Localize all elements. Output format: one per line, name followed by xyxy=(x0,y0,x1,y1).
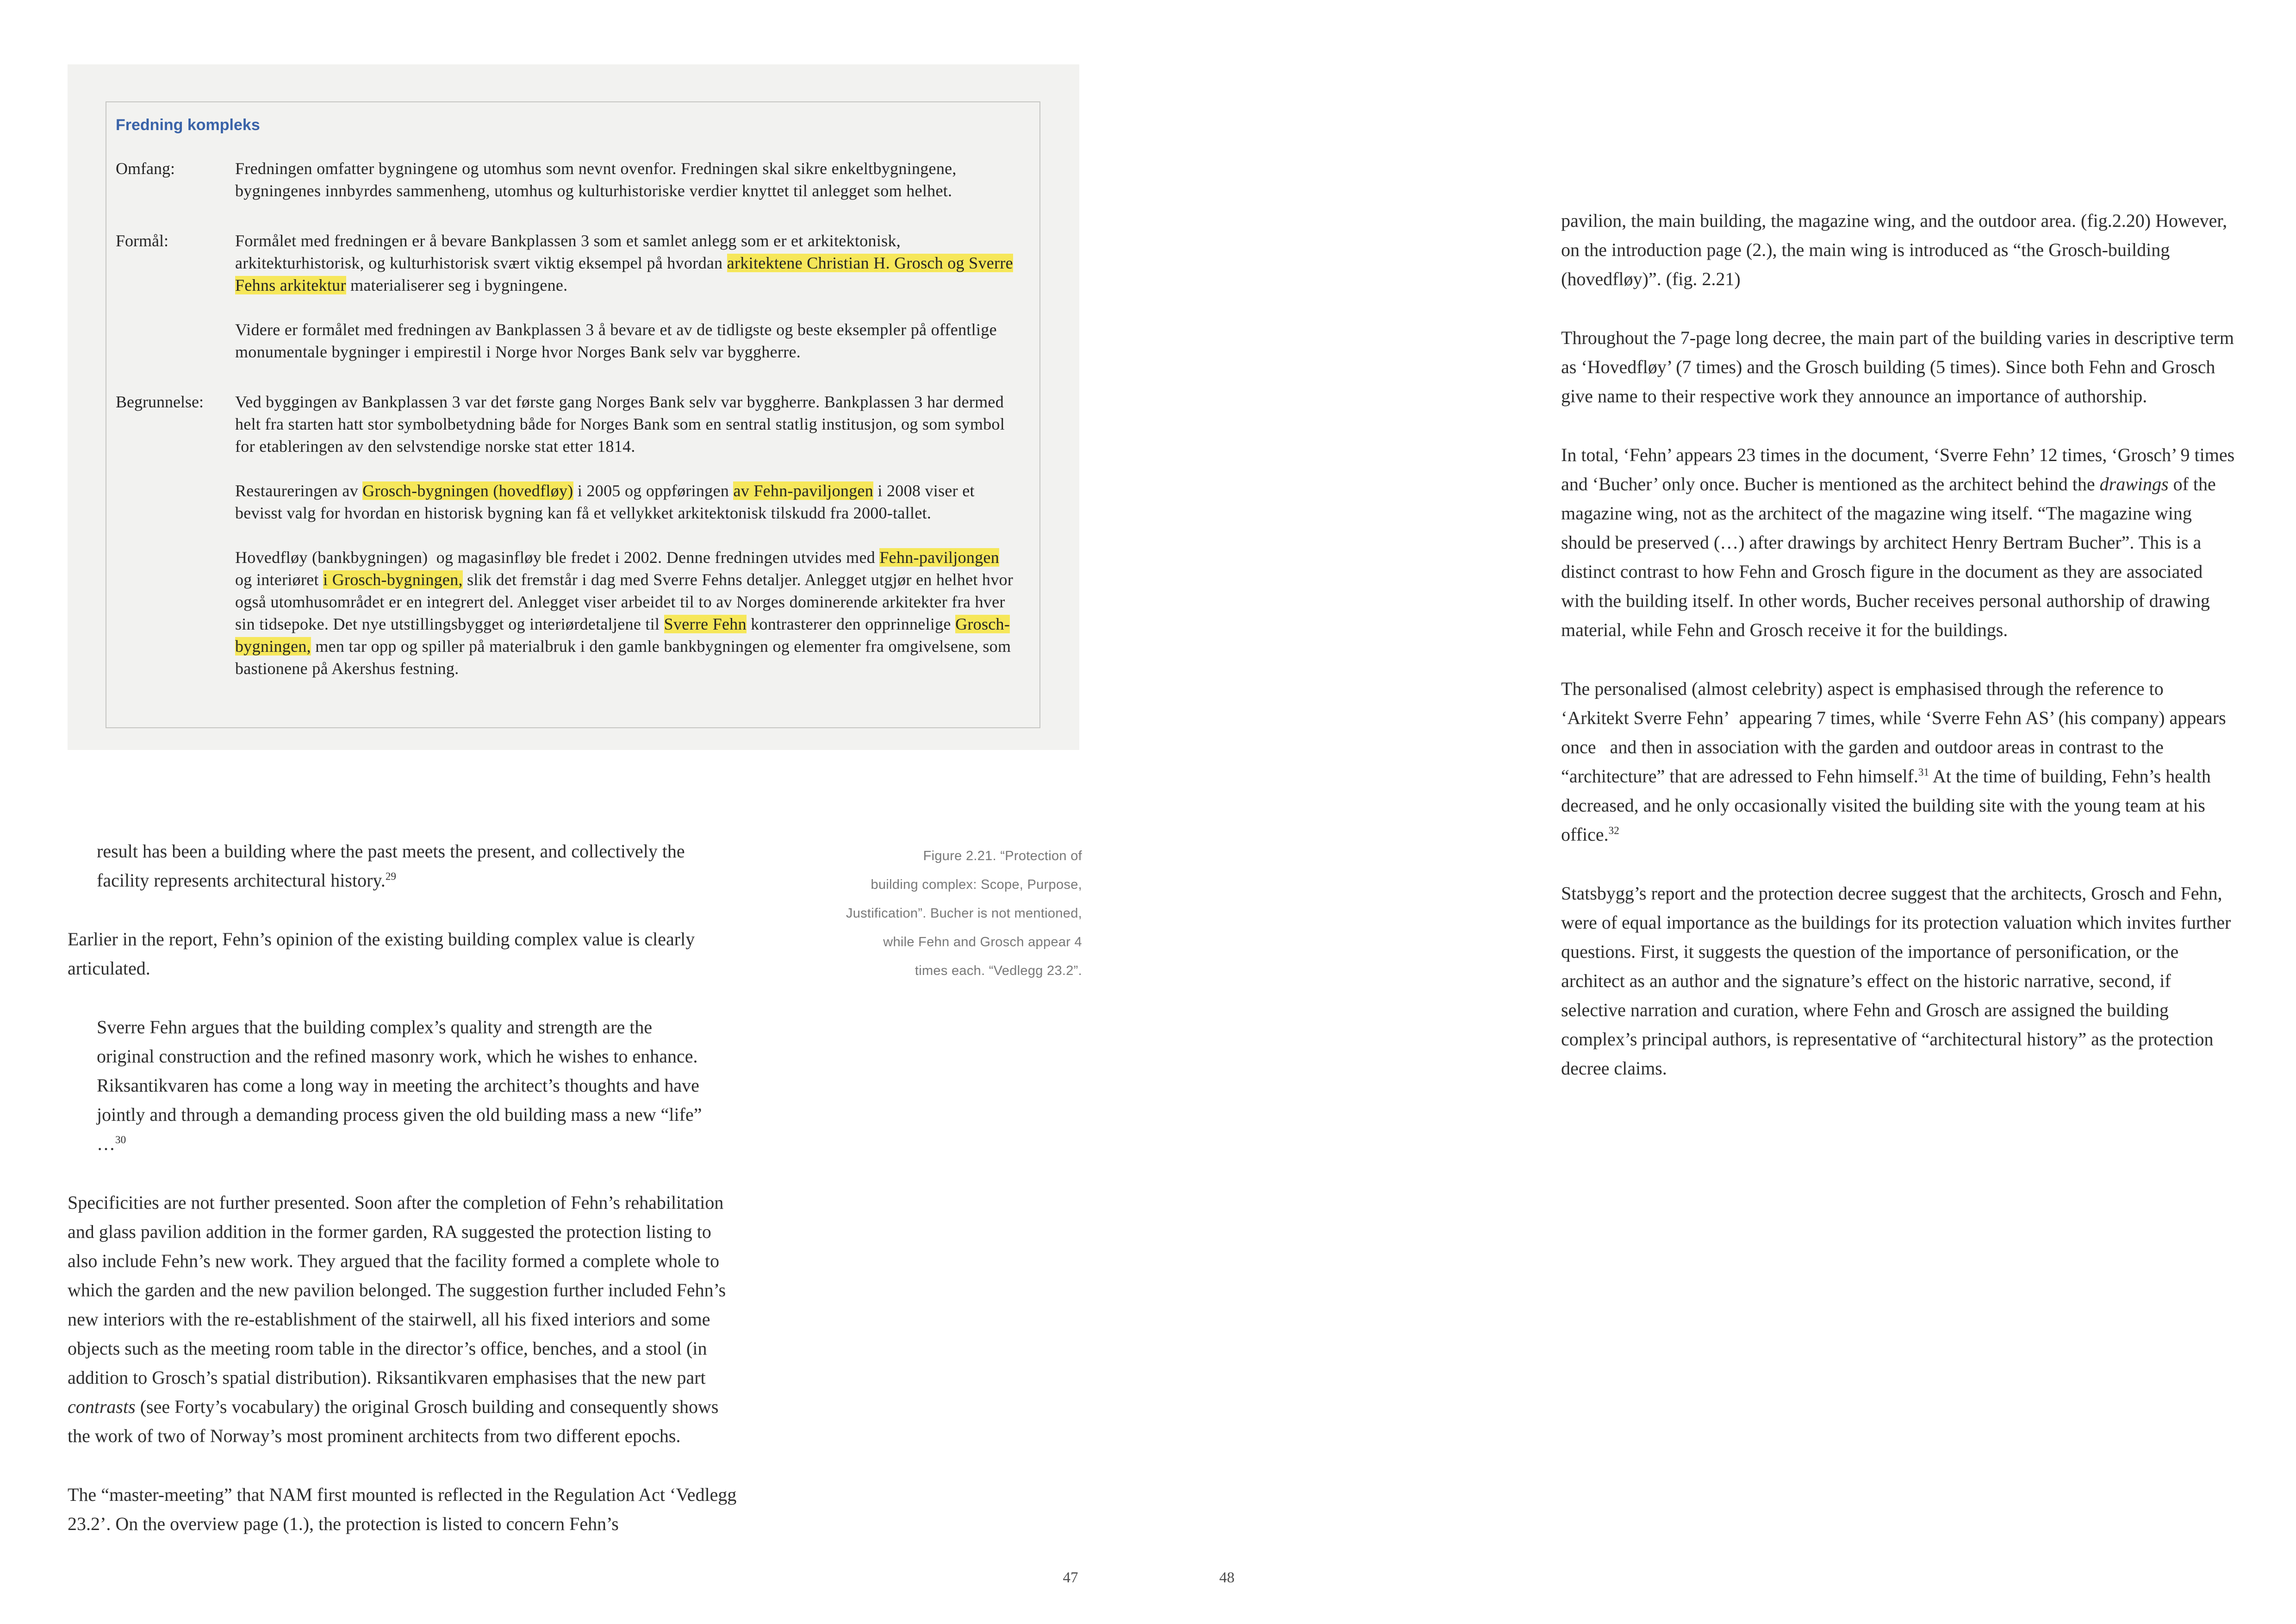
paragraph xyxy=(235,480,1015,524)
page-number-left: 47 xyxy=(1063,1569,1078,1586)
decree-row-text xyxy=(235,391,1015,680)
paragraph xyxy=(1561,206,2235,294)
right-text-column xyxy=(1561,206,2235,1083)
footnote-reference: 31 xyxy=(1918,766,1929,779)
figure-caption-line: times each. “Vedlegg 23.2”. xyxy=(915,963,1082,978)
text-segment: The personalised (almost celebrity) aspect is emphasised through the reference to ‘Arkitekt Sverre Fehn’ appearing 7 times, while ‘Sverre Fehn AS’ (his company) appears once and then in association with the garden and outdoor areas in contrast to the “architecture” that are adressed to Fehn himself. xyxy=(1561,678,2226,787)
protection-decree-panel xyxy=(68,64,1079,750)
figure-caption-line: Figure 2.21. “Protection of xyxy=(923,849,1082,863)
text-segment: Earlier in the report, Fehn’s opinion of the existing building complex value is clearly articulated. xyxy=(68,929,695,979)
paragraph xyxy=(235,546,1015,680)
figure-caption xyxy=(619,842,1082,985)
text-segment: result has been a building where the past meets the present, and collectively the facility represents architectural history. xyxy=(97,841,685,891)
footnote-reference: 29 xyxy=(385,870,396,883)
highlighted-text: i Grosch-bygningen, xyxy=(323,570,463,589)
text-segment: men tar opp og spiller på materialbruk i den gamle bankbygningen og elementer fra omgivelsene, som bastionene på Akershus festning. xyxy=(235,637,1011,678)
paragraph xyxy=(235,157,1015,202)
decree-row xyxy=(116,391,1028,680)
paragraph xyxy=(97,1012,712,1158)
paragraph xyxy=(68,1480,743,1538)
text-segment: slik det fremstår i dag med Sverre Fehns detaljer. Anlegget utgjør en helhet hvor også utomhusområdet er en integrert del. Anlegget viser arbeidet til to av Norges dominerende arkitekter fra hver sin tidsepoke. Det nye utstillingsbygget og interiørdetaljene til xyxy=(235,570,1014,633)
text-segment: materialiserer seg i bygningene. xyxy=(346,276,568,294)
text-segment: At the time of building, Fehn’s health decreased, and he only occasionally visited the building site with the young team at his office. xyxy=(1561,766,2211,845)
text-segment: Videre er formålet med fredningen av Bankplassen 3 å bevare et av de tidligste og beste eksempler på offentlige monumentale bygninger i empirestil i Norge hvor Norges Bank selv var byggherre. xyxy=(235,320,997,361)
decree-row xyxy=(116,157,1028,202)
text-segment: kontrasterer den opprinnelige xyxy=(746,615,956,633)
paragraph xyxy=(1561,674,2235,849)
text-segment: Sverre Fehn argues that the building complex’s quality and strength are the original construction and the refined masonry work, which he wishes to enhance. Riksantikvaren has come a long way in meeting the architect’s thoughts and have jointly and through a demanding process given the old building mass a new “life” … xyxy=(97,1017,702,1154)
text-segment: i 2008 viser et bevisst valg for hvordan en historisk bygning kan få et vellykket arkitektonisk tilskudd fra 2000-tallet. xyxy=(235,481,975,522)
text-segment: Restaureringen av xyxy=(235,481,363,500)
highlighted-text: Sverre Fehn xyxy=(664,615,747,633)
paragraph xyxy=(235,391,1015,457)
decree-row-label: Begrunnelse: xyxy=(116,393,204,411)
text-segment: Throughout the 7-page long decree, the main part of the building varies in descriptive term as ‘Hovedfløy’ (7 times) and the Grosch building (5 times). Since both Fehn and Grosch give name to their respective work they announce an importance of authorship. xyxy=(1561,327,2234,406)
text-segment: i 2005 og oppføringen xyxy=(573,481,734,500)
text-segment: Ved byggingen av Bankplassen 3 var det første gang Norges Bank selv var byggherre. Bankplassen 3 har dermed helt fra starten hatt stor symbolbetydning både for Norges Bank som en sentral statlig institusjon, og som symbol for etableringen av den selvstendige norske stat etter 1814. xyxy=(235,393,1005,456)
highlighted-text: Grosch-bygningen, xyxy=(235,615,1010,656)
text-segment: drawings xyxy=(2099,474,2169,494)
figure-caption-line: while Fehn and Grosch appear 4 xyxy=(883,935,1082,949)
highlighted-text: Fehn-paviljongen xyxy=(879,548,1000,567)
text-segment: (see Forty’s vocabulary) the original Grosch building and consequently shows the work of two of Norway’s most prominent architects from two different epochs. xyxy=(68,1396,719,1446)
footnote-reference: 32 xyxy=(1608,824,1619,837)
decree-rows xyxy=(116,157,1028,680)
decree-row-text xyxy=(235,230,1015,363)
highlighted-text: av Fehn-paviljongen xyxy=(733,481,874,500)
paragraph xyxy=(1561,323,2235,411)
decree-content-box xyxy=(106,101,1040,728)
text-segment: contrasts xyxy=(68,1396,136,1417)
decree-row-label: Omfang: xyxy=(116,159,175,178)
text-segment: of the magazine wing, not as the architect of the magazine wing itself. “The magazine wing should be preserved (…) after drawings by architect Henry Bertram Bucher”. This is a distinct contrast to how Fehn and Grosch figure in the document as they are associated with the building itself. In other words, Bucher receives personal authorship of drawing material, while Fehn and Grosch receive it for the buildings. xyxy=(1561,474,2216,640)
text-segment: Specificities are not further presented. Soon after the completion of Fehn’s rehabilitation and glass pavilion addition in the former garden, RA suggested the protection listing to also include Fehn’s new work. They argued that the facility formed a complete whole to which the garden and the new pavilion belonged. The suggestion further included Fehn’s new interiors with the re-establishment of the stairwell, all his fixed interiors and some objects such as the meeting room table in the director’s office, benches, and a stool (in addition to Grosch’s spatial distribution). Riksantikvaren emphasises that the new part xyxy=(68,1192,726,1388)
highlighted-text: Grosch-bygningen (hovedfløy) xyxy=(362,481,573,500)
figure-caption-line: Justification”. Bucher is not mentioned, xyxy=(846,906,1082,921)
text-segment: Fredningen omfatter bygningene og utomhus som nevnt ovenfor. Fredningen skal sikre enkeltbygningene, bygningenes innbyrdes sammenheng, utomhus og kulturhistoriske verdier knyttet til anlegget som helhet. xyxy=(235,159,957,200)
text-segment: og interiøret xyxy=(235,570,324,589)
decree-title: Fredning kompleks xyxy=(116,116,260,134)
decree-row xyxy=(116,230,1028,363)
paragraph xyxy=(1561,879,2235,1083)
page-number-right: 48 xyxy=(1219,1569,1235,1586)
decree-row-text xyxy=(235,157,1015,202)
text-segment: Hovedfløy (bankbygningen) og magasinfløy ble fredet i 2002. Denne fredningen utvides med xyxy=(235,548,880,567)
footnote-reference: 30 xyxy=(115,1134,126,1146)
paragraph xyxy=(68,1188,743,1450)
text-segment: In total, ‘Fehn’ appears 23 times in the document, ‘Sverre Fehn’ 12 times, ‘Grosch’ 9 times and ‘Bucher’ only once. Bucher is mentioned as the architect behind the xyxy=(1561,444,2235,494)
highlighted-text: arkitektene Christian H. Grosch og Sverre Fehns arkitektur xyxy=(235,254,1013,294)
paragraph xyxy=(235,319,1015,363)
paragraph xyxy=(1561,440,2235,644)
text-segment: Statsbygg’s report and the protection decree suggest that the architects, Grosch and Fehn, were of equal importance as the buildings for its protection valuation which invites further questions. First, it suggests the question of the importance of personification, or the architect as an author and the signature’s effect on the historic narrative, second, if selective narration and curation, where Fehn and Grosch are assigned the building complex’s principal authors, is representative of “architectural history” as the protection decree claims. xyxy=(1561,883,2231,1079)
text-segment: pavilion, the main building, the magazine wing, and the outdoor area. (fig.2.20) However, on the introduction page (2.), the main wing is introduced as “the Grosch-building (hovedfløy)”. (fig. 2.21) xyxy=(1561,210,2228,289)
paragraph xyxy=(235,230,1015,296)
text-segment: The “master-meeting” that NAM first mounted is reflected in the Regulation Act ‘Vedlegg 23.2’. On the overview page (1.), the protection is listed to concern Fehn’s xyxy=(68,1484,737,1534)
decree-row-label: Formål: xyxy=(116,231,168,250)
text-segment: Formålet med fredningen er å bevare Bankplassen 3 som et samlet anlegg som er et arkitektonisk, arkitekturhistorisk, og kulturhistorisk svært viktig eksempel på hvordan xyxy=(235,231,901,272)
figure-caption-line: building complex: Scope, Purpose, xyxy=(871,877,1082,892)
